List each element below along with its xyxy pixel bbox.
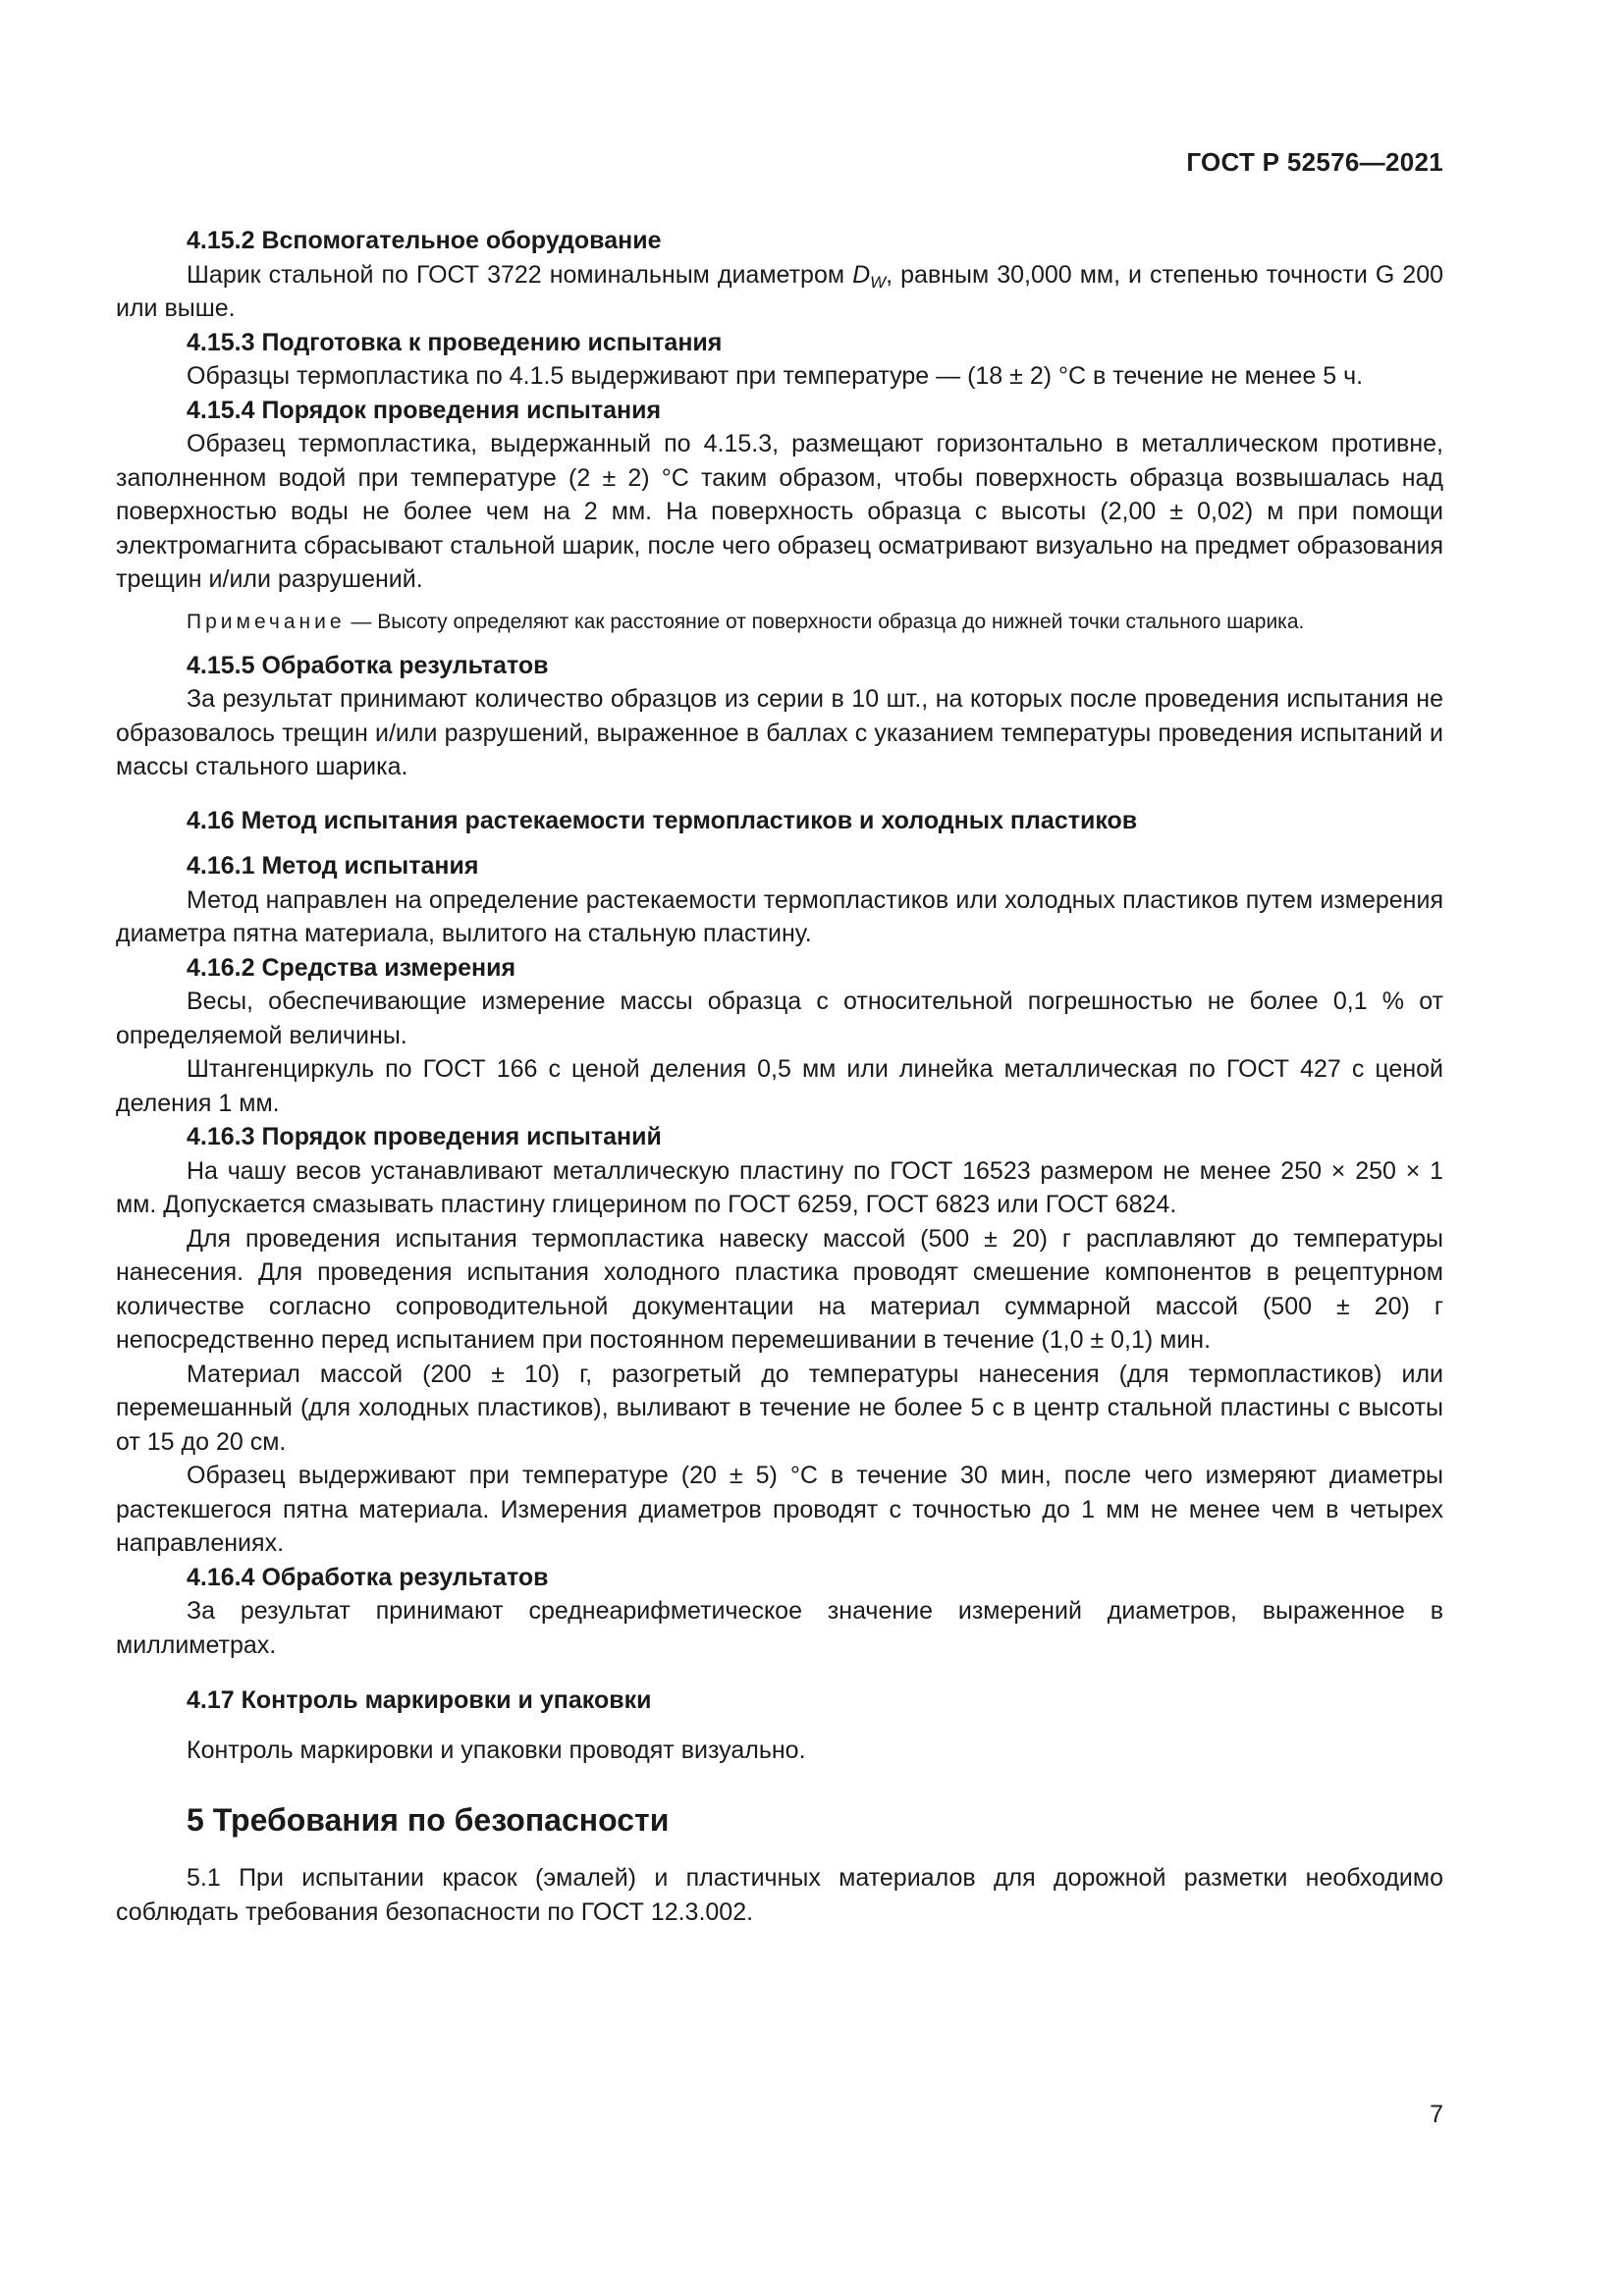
heading-4-16-1: 4.16.1 Метод испытания — [187, 852, 479, 880]
note-text: — Высоту определяют как расстояние от поверхности образца до нижней точки стального шарика. — [345, 610, 1305, 633]
heading-4-15-5: 4.15.5 Обработка результатов — [187, 651, 549, 679]
paragraph-4-15-2-part-a: Шарик стальной по ГОСТ 3722 номинальным диаметром — [187, 260, 853, 289]
paragraph-4-16-3-b: Для проведения испытания термопластика навеску массой (500 ± 20) г расплавляют до температуры нанесения. Для проведения испытания холодного пластика проводят смешение компонентов в рецептурном количестве согласно сопроводительной документации на материал суммарной массой (500 ± 20) г непосредственно перед испытанием при постоянном перемешивании в течение (1,0 ± 0,1) мин. — [116, 1224, 1443, 1354]
paragraph-4-15-2-part-b: , равным 30,000 мм, и степенью точности G 200 или выше. — [116, 260, 1443, 322]
heading-4-16-3: 4.16.3 Порядок проведения испытаний — [187, 1123, 662, 1150]
heading-4-16: 4.16 Метод испытания растекаемости термопластиков и холодных пластиков — [187, 806, 1138, 834]
paragraph-5-1: 5.1 При испытании красок (эмалей) и пластичных материалов для дорожной разметки необходимо соблюдать требования безопасности по ГОСТ 12.3.002. — [116, 1864, 1443, 1926]
note-label: Примечание — [187, 610, 346, 633]
symbol-dw — [852, 260, 887, 292]
paragraph-4-16-3-c: Материал массой (200 ± 10) г, разогретый до температуры нанесения (для термопластиков) или перемешанный (для холодных пластиков), выливают в течение не более 5 с в центр стальной пластины с высоты от 15 до 20 см. — [116, 1360, 1443, 1456]
paragraph-4-16-2-a: Весы, обеспечивающие измерение массы образца с относительной погрешностью не более 0,1 % от определяемой величины. — [116, 988, 1443, 1049]
paragraph-4-16-4: За результат принимают среднеарифметическое значение измерений диаметров, выраженное в миллиметрах. — [116, 1597, 1443, 1659]
page-number: 7 — [1430, 2101, 1443, 2128]
heading-section-5: 5 Требования по безопасности — [187, 1802, 670, 1838]
paragraph-4-15-3: Образцы термопластика по 4.1.5 выдерживают при температуре — (18 ± 2) °С в течение не менее 5 ч. — [187, 362, 1364, 390]
heading-4-16-2: 4.16.2 Средства измерения — [187, 953, 516, 982]
heading-4-15-3: 4.15.3 Подготовка к проведению испытания — [187, 328, 723, 356]
paragraph-4-16-1: Метод направлен на определение растекаемости термопластиков или холодных пластиков путем измерения диаметра пятна материала, вылитого на стальную пластину. — [116, 885, 1443, 947]
heading-4-15-4: 4.15.4 Порядок проведения испытания — [187, 396, 662, 424]
heading-4-17: 4.17 Контроль маркировки и упаковки — [187, 1686, 652, 1714]
paragraph-4-15-5: За результат принимают количество образцов из серии в 10 шт., на которых после проведения испытания не образовалось трещин и/или разрушений, выраженное в баллах с указанием температуры проведения испытаний и массы стального шарика. — [116, 685, 1443, 780]
symbol-d: D — [852, 260, 871, 289]
paragraph-4-16-2-b: Штангенциркуль по ГОСТ 166 с ценой деления 0,5 мм или линейка металлическая по ГОСТ 427 с ценой деления 1 мм. — [116, 1055, 1443, 1117]
paragraph-4-15-4: Образец термопластика, выдержанный по 4.15.3, размещают горизонтально в металлическом противне, заполненном водой при температуре (2 ± 2) °С таким образом, чтобы поверхность образца возвышалась над поверхностью воды не более чем на 2 мм. На поверхность образца с высоты (2,00 ± 0,02) м при помощи электромагнита сбрасывают стальной шарик, после чего образец осматривают визуально на предмет образования трещин и/или разрушений. — [116, 430, 1443, 593]
note-4-15-4 — [116, 607, 1443, 637]
paragraph-4-17: Контроль маркировки и упаковки проводят визуально. — [187, 1735, 806, 1764]
document-code-header: ГОСТ Р 52576—2021 — [1186, 147, 1443, 177]
paragraph-4-15-2 — [116, 258, 1443, 326]
paragraph-4-16-3-a: На чашу весов устанавливают металлическую пластину по ГОСТ 16523 размером не менее 250 × 250 × 1 мм. Допускается смазывать пластину глицерином по ГОСТ 6259, ГОСТ 6823 или ГОСТ 6824. — [116, 1156, 1443, 1218]
heading-4-15-2: 4.15.2 Вспомогательное оборудование — [187, 227, 662, 254]
paragraph-4-16-3-d: Образец выдерживают при температуре (20 ± 5) °С в течение 30 мин, после чего измеряют диаметры растекшегося пятна материала. Измерения диаметров проводят с точностью до 1 мм не менее чем в четырех направлениях. — [116, 1462, 1443, 1557]
document-body — [116, 224, 1443, 1929]
heading-4-16-4: 4.16.4 Обработка результатов — [187, 1563, 549, 1591]
symbol-subscript-w: W — [870, 272, 887, 292]
